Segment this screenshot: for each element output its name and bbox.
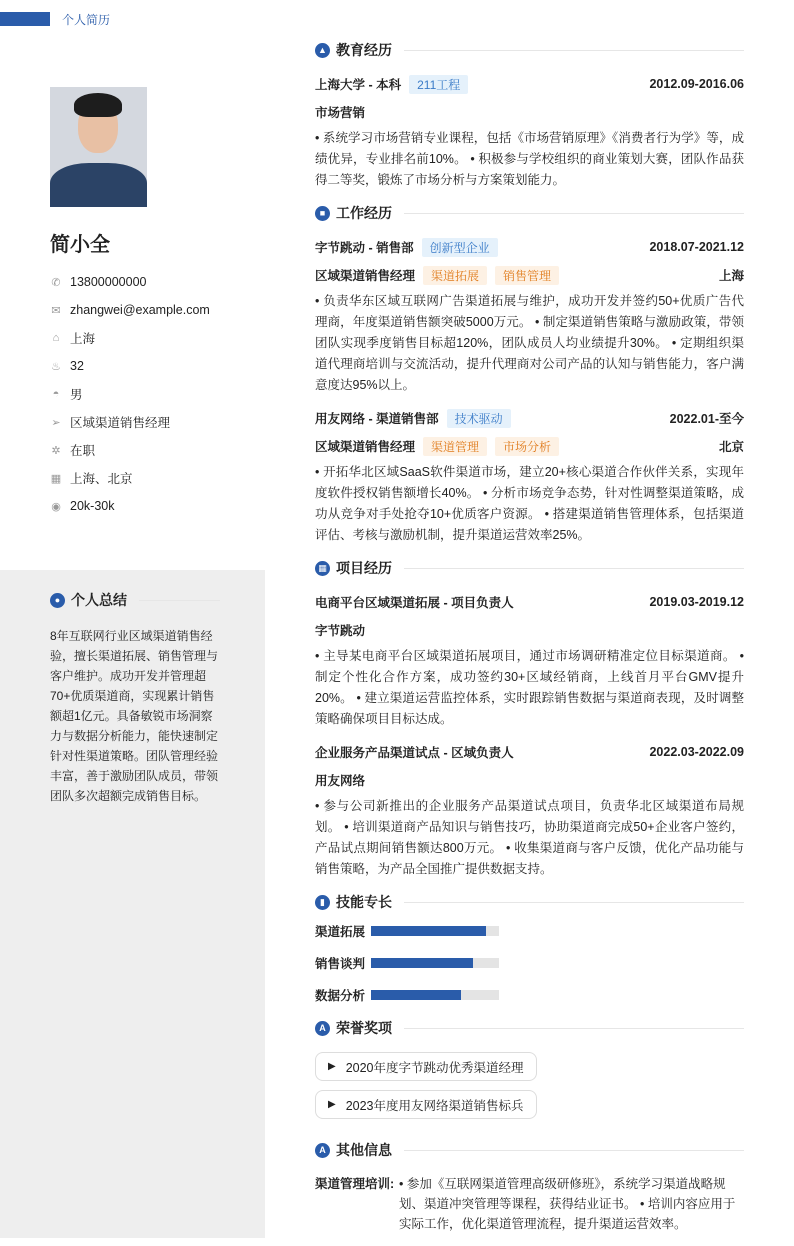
divider [404, 1028, 744, 1029]
award-item[interactable] [315, 1090, 537, 1119]
gender-value: 男 [70, 388, 83, 402]
skill-bar-fill [371, 990, 461, 1000]
divider [404, 213, 744, 214]
company-tag: 创新型企业 [422, 238, 498, 257]
info-email [50, 296, 210, 324]
header-title: 个人简历 [62, 13, 111, 27]
bar-chart-icon: ▮ [315, 895, 330, 910]
skill-name: 渠道拓展 [315, 925, 366, 939]
summary-title: 个人总结 [71, 592, 127, 608]
divider [139, 600, 220, 601]
role-tag: 渠道管理 [423, 437, 487, 456]
status-icon: ✲ [51, 444, 61, 457]
header-accent-bar [0, 12, 50, 26]
salary-value: 20k-30k [70, 499, 115, 513]
project-date: 2019.03-2019.12 [649, 595, 744, 609]
award-label: 2023年度用友网络渠道销售标兵 [345, 1098, 524, 1113]
location-value: 上海 [70, 332, 96, 346]
cake-icon: ♨ [51, 360, 61, 373]
building-icon: ▦ [50, 472, 62, 485]
position-value: 区域渠道销售经理 [70, 416, 171, 430]
user-icon: ● [50, 593, 65, 608]
status-value: 在职 [70, 444, 96, 458]
send-icon: ➢ [51, 416, 61, 429]
education-desc: • 系统学习市场营销专业课程，包括《市场营销原理》《消费者行为学》等，成绩优异，专业排名前10%。 • 积极参与学校组织的商业策划大赛，团队作品获得二等奖，锻炼了市场分析与方案策划能力。 [315, 131, 744, 187]
summary-text: 8年互联网行业区域渠道销售经验，擅长渠道拓展、销售管理与客户维护。成功开发并管理超70+优质渠道商，实现累计销售额超1亿元。具备敏锐市场洞察力与数据分析能力，能快速制定针对性渠道策略。团队管理经验丰富，善于激励团队成员，带领团队多次超额完成销售目标。 [50, 629, 219, 803]
work-desc: • 开拓华北区域SaaS软件渠道市场，建立20+核心渠道合作伙伴关系，实现年度软件授权销售额增长40%。 • 分析市场竞争态势，针对性调整渠道策略，成功从竞争对手处抢夺10+优质客户资源。 • 搭建渠道销售管理体系，包括渠道评估、考核与激励机制，提升渠道运营效率25%。 [315, 465, 744, 542]
info-age [50, 352, 210, 380]
role: 区域渠道销售经理 [315, 269, 416, 283]
project-desc: • 主导某电商平台区域渠道拓展项目，通过市场调研精准定位目标渠道商。 • 制定个性化合作方案，成功签约30+区域经销商，上线首月平台GMV提升20%。 • 建立渠道运营监控体系，实时跟踪销售数据与渠道商表现，及时调整策略确保项目目标达成。 [315, 649, 744, 726]
awards-section [315, 1018, 744, 1128]
home-icon: ⌂ [52, 332, 60, 344]
project-org: 字节跳动 [315, 624, 366, 638]
other-text: • 参加《互联网渠道管理高级研修班》，系统学习渠道战略规划、渠道冲突管理等课程，获得结业证书。 • 培训内容应用于实际工作，优化渠道管理流程，提升渠道运营效率。 [399, 1177, 736, 1231]
award-item[interactable] [315, 1052, 537, 1081]
awards-title: 荣誉奖项 [336, 1020, 392, 1036]
work-date: 2022.01-至今 [669, 412, 744, 426]
education-title: 教育经历 [336, 42, 392, 58]
projects-title: 项目经历 [336, 560, 392, 576]
role-tag: 市场分析 [495, 437, 559, 456]
major: 市场营销 [315, 106, 366, 120]
skill-bar-fill [371, 958, 473, 968]
education-date: 2012.09-2016.06 [649, 77, 744, 91]
info-location [50, 324, 210, 352]
project-desc: • 参与公司新推出的企业服务产品渠道试点项目，负责华北区域渠道布局规划。 • 培训渠道商产品知识与销售技巧，协助渠道商完成50+企业客户签约，产品试点期间销售额达800万元。 • 收集渠道商与客户反馈，优化产品功能与销售策略，为产品全国推广提供数据支持。 [315, 799, 744, 876]
skill-name: 销售谈判 [315, 957, 366, 971]
work-city: 上海 [718, 269, 744, 283]
company: 用友网络 - 渠道销售部 [315, 412, 439, 426]
divider [404, 50, 744, 51]
role: 区域渠道销售经理 [315, 440, 416, 454]
role-tag: 渠道拓展 [423, 266, 487, 285]
triangle-right-icon: ▶ [328, 1061, 336, 1072]
info-icon: A [315, 1143, 330, 1158]
info-salary [50, 492, 210, 520]
work-item [315, 404, 744, 546]
mail-icon: ✉ [51, 304, 61, 317]
info-phone [50, 268, 210, 296]
salary-icon: ◉ [51, 500, 61, 513]
info-status [50, 436, 210, 464]
project-name: 企业服务产品渠道试点 - 区域负责人 [315, 746, 514, 760]
divider [404, 568, 744, 569]
work-desc: • 负责华东区域互联网广告渠道拓展与维护，成功开发并签约50+优质广告代理商，年度渠道销售额突破5000万元。 • 制定渠道销售策略与激励政策，带领团队实现季度销售目标超120%，团队成员人均业绩提升30%。 • 定期组织渠道代理商培训与交流活动，提升代理商对公司产品的认知与销售能力，客户满意度达95%以上。 [315, 294, 744, 392]
briefcase-icon: ■ [315, 206, 330, 221]
skills-title: 技能专长 [336, 894, 392, 910]
cities-value: 上海、北京 [70, 472, 133, 486]
grid-icon: ▦ [315, 561, 330, 576]
project-item [315, 738, 744, 880]
school-tag: 211工程 [409, 75, 468, 94]
skill-item [315, 954, 536, 972]
work-date: 2018.07-2021.12 [649, 240, 744, 254]
info-position [50, 408, 210, 436]
other-section [315, 1140, 744, 1234]
divider [404, 1150, 744, 1151]
main-content [315, 40, 744, 1246]
skill-name: 数据分析 [315, 989, 366, 1003]
profile-info [50, 268, 210, 520]
project-name: 电商平台区域渠道拓展 - 项目负责人 [315, 596, 514, 610]
skills-section [315, 892, 744, 1004]
age-value: 32 [70, 359, 84, 373]
skill-bar [371, 958, 499, 968]
award-label: 2020年度字节跳动优秀渠道经理 [345, 1060, 524, 1075]
education-section [315, 40, 744, 191]
role-tag: 销售管理 [495, 266, 559, 285]
skill-bar [371, 926, 499, 936]
projects-section [315, 558, 744, 880]
project-org: 用友网络 [315, 774, 366, 788]
work-title: 工作经历 [336, 205, 392, 221]
summary-section [50, 590, 220, 806]
company: 字节跳动 - 销售部 [315, 241, 414, 255]
divider [404, 902, 744, 903]
graduation-cap-icon: ▲ [315, 43, 330, 58]
skill-bar-fill [371, 926, 486, 936]
project-date: 2022.03-2022.09 [649, 745, 744, 759]
skill-item [315, 922, 536, 940]
work-city: 北京 [718, 440, 744, 454]
phone-icon: ✆ [51, 276, 61, 289]
project-item [315, 588, 744, 730]
avatar-photo [50, 87, 147, 207]
info-gender [50, 380, 210, 408]
email-value: zhangwei@example.com [70, 303, 210, 317]
profile-name: 简小全 [50, 234, 110, 256]
other-title: 其他信息 [336, 1142, 392, 1158]
school-name: 上海大学 - 本科 [315, 78, 402, 92]
skill-item [315, 986, 536, 1004]
work-item [315, 233, 744, 396]
phone-value: 13800000000 [70, 275, 147, 289]
info-cities [50, 464, 210, 492]
award-icon: A [315, 1021, 330, 1036]
other-label: 渠道管理培训: [315, 1177, 395, 1191]
company-tag: 技术驱动 [447, 409, 511, 428]
work-section [315, 203, 744, 546]
skill-bar [371, 990, 499, 1000]
gender-icon: ◓ [52, 388, 60, 400]
triangle-right-icon: ▶ [328, 1099, 336, 1110]
